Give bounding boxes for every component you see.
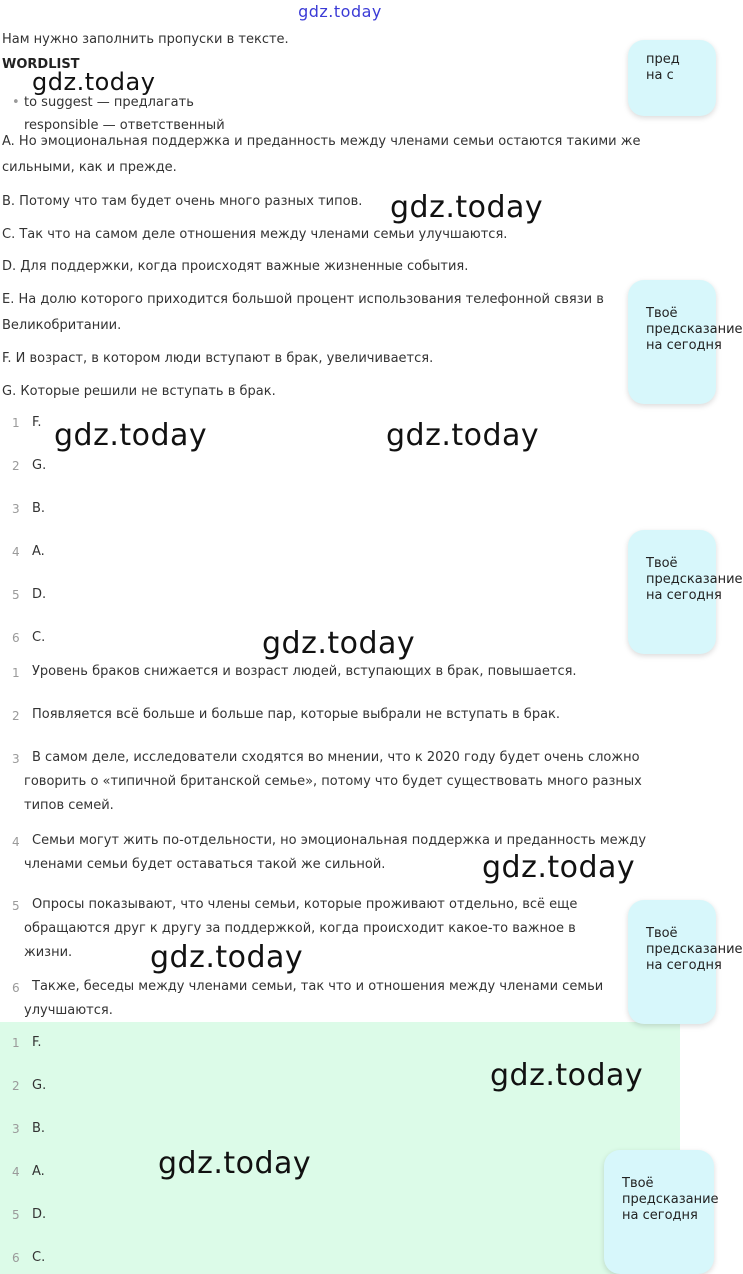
bubble-text: Твоё [646,926,678,941]
answer-value: B. [32,1121,46,1136]
bubble-text: на сегодня [622,1208,698,1223]
bubble-text: на сегодня [646,338,722,353]
answer-number: 5 [12,588,20,602]
statement-number: 2 [12,709,20,723]
answer-value: G. [32,458,47,473]
sentence-f: F. И возраст, в котором люди вступают в брак, увеличивается. [2,351,434,366]
bubble-text: Твоё [646,556,678,571]
sentence-e: E. На долю которого приходится большой процент использования телефонной связи в Великобритании. [2,292,604,333]
watermark: gdz.today [482,850,636,885]
bubble-text: пред [646,52,680,67]
wordlist-title: WORDLIST [2,57,80,72]
answer-number: 5 [12,1208,20,1222]
prediction-bubble[interactable] [628,530,743,654]
answer-number: 6 [12,1251,20,1265]
sentence-d: D. Для поддержки, когда происходят важные жизненные события. [2,259,469,274]
statement: Также, беседы между членами семьи, так что и отношения между членами семьи улучшаются. [24,979,604,1018]
answer-value: B. [32,501,46,516]
prediction-bubble[interactable] [604,1150,719,1274]
answer-number: 1 [12,416,20,430]
answer-value: D. [32,587,47,602]
answer-value: A. [32,1164,45,1179]
answer-value: G. [32,1078,47,1093]
answer-number: 4 [12,1165,20,1179]
bubble-text: предсказание [646,572,743,587]
answer-value: C. [32,630,46,645]
wordlist-item: to suggest — предлагать [24,95,194,110]
statement: Семьи могут жить по-отдельности, но эмоциональная поддержка и преданность между членами семьи будет оставаться такой же сильной. [24,833,647,872]
statement-number: 1 [12,666,20,680]
watermark: gdz.today [150,940,304,975]
wordlist-item-cut: responsible — ответственный [24,118,225,133]
sentence-g: G. Которые решили не вступать в брак. [2,384,276,399]
answer-value: D. [32,1207,47,1222]
sentence-a: A. Но эмоциональная поддержка и преданность между членами семьи остаются такими же сильными, как и прежде. [2,134,641,175]
answer-number: 6 [12,631,20,645]
bubble-text: предсказание [646,942,743,957]
answer-number: 3 [12,1122,20,1136]
top-watermark: gdz.today [298,2,382,21]
statement: Уровень браков снижается и возраст людей, вступающих в брак, повышается. [32,664,577,679]
sentence-b: B. Потому что там будет очень много разных типов. [2,194,363,209]
watermark: gdz.today [390,190,544,225]
bubble-text: на сегодня [646,588,722,603]
answer-value: F. [32,415,42,430]
bubble-text: на с [646,68,674,83]
bubble-text: Твоё [622,1176,654,1191]
bubble-text: Твоё [646,306,678,321]
statement-number: 5 [12,899,20,913]
watermark: gdz.today [158,1146,312,1181]
prediction-bubble[interactable] [628,900,743,1024]
watermark: gdz.today [54,418,208,453]
answer-value: F. [32,1035,42,1050]
watermark: gdz.today [490,1058,644,1093]
prediction-bubble[interactable] [628,40,716,116]
watermark: gdz.today [386,418,540,453]
statement: Появляется всё больше и больше пар, которые выбрали не вступать в брак. [32,707,561,722]
answer-number: 3 [12,502,20,516]
statement-number: 6 [12,981,20,995]
watermark: gdz.today [32,68,156,96]
sentence-c: C. Так что на самом деле отношения между членами семьи улучшаются. [2,227,508,242]
answer-number: 2 [12,459,20,473]
bubble-text: предсказание [622,1192,719,1207]
answer-number: 1 [12,1036,20,1050]
answers-section [0,1022,680,1274]
wordlist-bullet-icon: • [12,95,20,110]
answer-number: 2 [12,1079,20,1093]
watermark: gdz.today [262,626,416,661]
statement: В самом деле, исследователи сходятся во мнении, что к 2020 году будет очень сложно говорить о «типичной британской семье», потому что будет существовать много разных типов семей. [24,750,642,813]
statement: Опросы показывают, что члены семьи, которые проживают отдельно, всё еще обращаются друг к другу за поддержкой, когда происходит какое-то важное в жизни. [24,897,578,960]
answer-number: 4 [12,545,20,559]
bubble-text: предсказание [646,322,743,337]
bubble-text: на сегодня [646,958,722,973]
statement-number: 3 [12,752,20,766]
answer-value: C. [32,1250,46,1265]
intro-text: Нам нужно заполнить пропуски в тексте. [2,32,289,47]
statement-number: 4 [12,835,20,849]
answer-value: A. [32,544,45,559]
prediction-bubble[interactable] [628,280,743,404]
